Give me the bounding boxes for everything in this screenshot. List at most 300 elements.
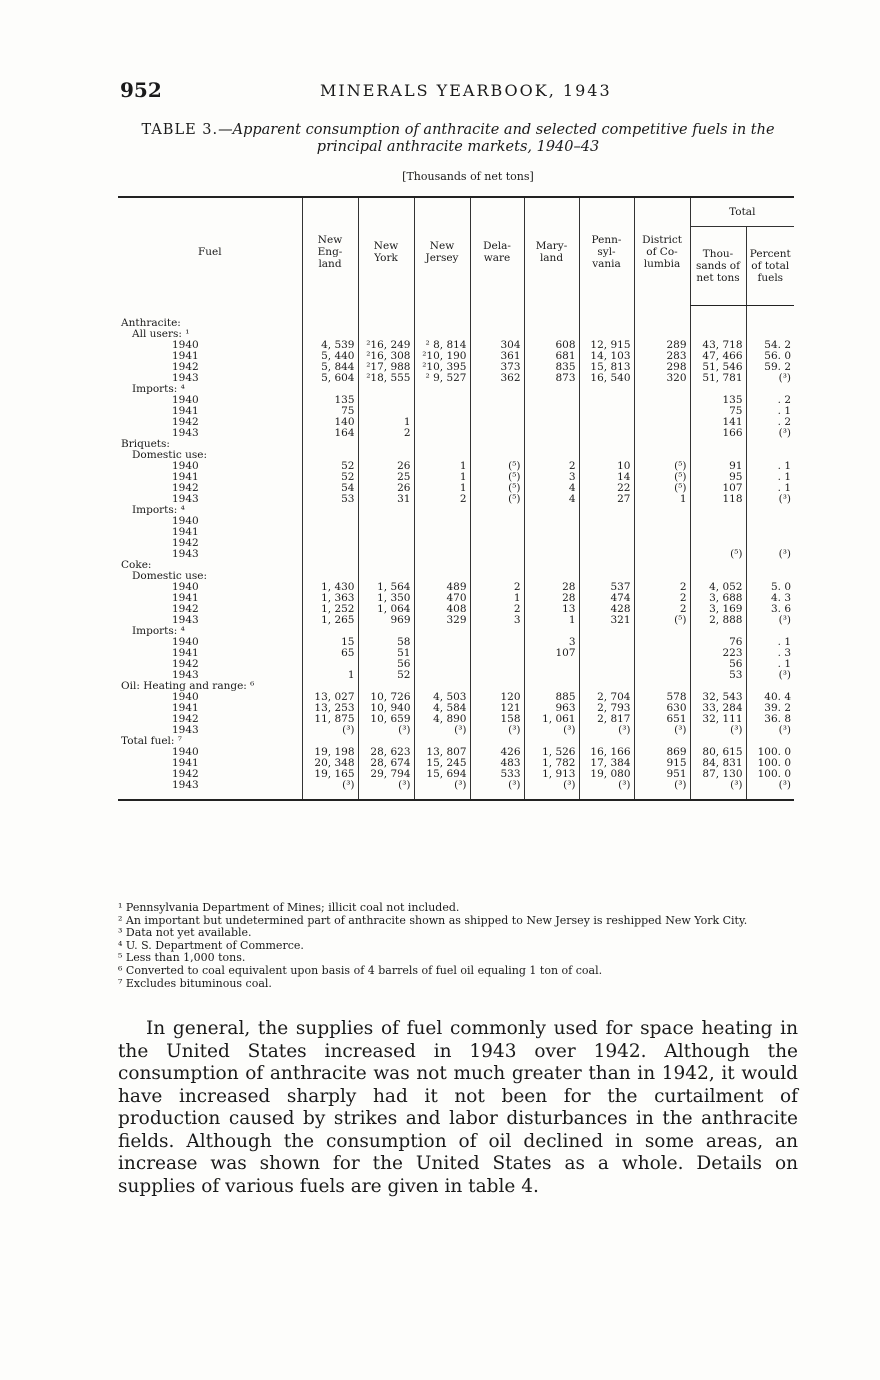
table-cell [690, 450, 746, 461]
table-row [118, 516, 794, 527]
table-cell: (³) [746, 615, 794, 626]
table-cell [690, 681, 746, 692]
row-label: 1940 [172, 461, 199, 472]
table-row [118, 428, 794, 439]
table-cell [524, 681, 579, 692]
table-cell [358, 329, 414, 340]
row-label: 1941 [172, 351, 199, 362]
table-cell [470, 527, 524, 538]
table-cell: (⁵) [470, 483, 524, 494]
running-header [120, 78, 800, 104]
table-row [118, 384, 794, 395]
table-cell: 17, 384 [579, 758, 634, 769]
table-row [118, 692, 794, 703]
table-cell: 13, 253 [302, 703, 358, 714]
table-cell: 1, 265 [302, 615, 358, 626]
table-cell [579, 571, 634, 582]
table-cell: 26 [358, 461, 414, 472]
table-cell: 608 [524, 340, 579, 351]
row-label: 1943 [172, 428, 199, 439]
table-row [118, 769, 794, 780]
table-cell: 5, 844 [302, 362, 358, 373]
table-cell [358, 560, 414, 571]
table-cell [302, 571, 358, 582]
table-cell: (³) [690, 725, 746, 736]
table-cell [634, 538, 690, 549]
row-label: Imports: ⁴ [132, 505, 185, 516]
table-cell: 91 [690, 461, 746, 472]
table-cell [579, 395, 634, 406]
table-cell [414, 306, 470, 330]
table-cell: 39. 2 [746, 703, 794, 714]
table-cell [414, 395, 470, 406]
footnote: ⁵ Less than 1,000 tons. [118, 951, 246, 965]
table-cell: ² 9, 527 [414, 373, 470, 384]
row-label: Total fuel: ⁷ [121, 736, 182, 747]
row-label: Imports: ⁴ [132, 384, 185, 395]
table-cell: 2, 888 [690, 615, 746, 626]
table-cell: 31 [358, 494, 414, 505]
table-cell: 2 [470, 604, 524, 615]
table-units: [Thousands of net tons] [402, 170, 534, 183]
row-label: 1940 [172, 516, 199, 527]
table-cell: 100. 0 [746, 747, 794, 758]
table-cell: 19, 198 [302, 747, 358, 758]
table-cell [634, 670, 690, 681]
table-cell: 3. 6 [746, 604, 794, 615]
table-cell [690, 329, 746, 340]
table-cell [579, 670, 634, 681]
row-label: 1943 [172, 725, 199, 736]
table-cell [524, 428, 579, 439]
table-cell: (³) [579, 725, 634, 736]
table-cell: 474 [579, 593, 634, 604]
table-cell: 14 [579, 472, 634, 483]
row-label: 1943 [172, 494, 199, 505]
row-label: 1941 [172, 758, 199, 769]
table-cell: 14, 103 [579, 351, 634, 362]
table-cell: 12, 915 [579, 340, 634, 351]
table-cell [579, 428, 634, 439]
table-cell: 835 [524, 362, 579, 373]
table-cell [524, 384, 579, 395]
table-cell [690, 571, 746, 582]
table-cell: 4, 890 [414, 714, 470, 725]
table-cell: (³) [634, 725, 690, 736]
table-cell [634, 395, 690, 406]
table-cell: 969 [358, 615, 414, 626]
col-header-new-york: New York [358, 197, 414, 306]
table-cell [414, 736, 470, 747]
row-label: 1941 [172, 593, 199, 604]
table-cell: 1 [634, 494, 690, 505]
body-paragraph: In general, the supplies of fuel commonly used for space heating in the United States increased in 1943 over 1942. Although the consumption of anthracite was not much greater than in 1942, it would have increased sharply had it not been for the curtailment of production caused by strikes and labor disturbances in the anthracite fields. Although the consumption of oil declined in some areas, an increase was shown for the United States as a whole. Details on supplies of various fuels are given in table 4. [118, 1018, 798, 1197]
table-cell: 1 [302, 670, 358, 681]
table-body [118, 306, 794, 801]
table-cell [634, 505, 690, 516]
table-cell: 19, 080 [579, 769, 634, 780]
row-label: 1942 [172, 483, 199, 494]
row-label: Oil: Heating and range: ⁶ [121, 681, 255, 692]
table-row [118, 560, 794, 571]
table-cell [634, 736, 690, 747]
table-cell: 13 [524, 604, 579, 615]
table-cell [579, 527, 634, 538]
table-cell [302, 560, 358, 571]
table-cell [746, 505, 794, 516]
table-cell [470, 450, 524, 461]
table-cell: 2 [634, 593, 690, 604]
table-cell: 1, 061 [524, 714, 579, 725]
table-cell: 2 [634, 582, 690, 593]
table-cell: 58 [358, 637, 414, 648]
table-cell [746, 626, 794, 637]
table-cell [579, 659, 634, 670]
table-cell [690, 538, 746, 549]
table-row [118, 593, 794, 604]
table-cell: 2, 704 [579, 692, 634, 703]
table-cell: 408 [414, 604, 470, 615]
table-cell: 426 [470, 747, 524, 758]
table-cell [302, 681, 358, 692]
table-cell: 15 [302, 637, 358, 648]
table-row [118, 703, 794, 714]
table-cell [470, 505, 524, 516]
table-cell [746, 384, 794, 395]
table-cell: 5, 440 [302, 351, 358, 362]
row-label: Briquets: [121, 439, 170, 450]
table-cell [414, 428, 470, 439]
row-label: 1943 [118, 780, 302, 800]
table-cell [358, 306, 414, 330]
table-cell [579, 306, 634, 330]
table-cell: 11, 875 [302, 714, 358, 725]
table-cell [746, 560, 794, 571]
table-row [118, 340, 794, 351]
table-cell [358, 538, 414, 549]
table-cell [470, 406, 524, 417]
row-label: 1941 [172, 472, 199, 483]
table-cell [579, 538, 634, 549]
table-cell: 121 [470, 703, 524, 714]
table-cell [302, 549, 358, 560]
table-cell: 16, 166 [579, 747, 634, 758]
table-cell: ²17, 988 [358, 362, 414, 373]
table-cell: 107 [524, 648, 579, 659]
row-label: 1941 [172, 703, 199, 714]
table-cell: 4, 584 [414, 703, 470, 714]
table-cell: 2 [524, 461, 579, 472]
table-cell [579, 648, 634, 659]
table-cell: 15, 813 [579, 362, 634, 373]
table-cell: 362 [470, 373, 524, 384]
table-cell [634, 439, 690, 450]
col-header-fuel: Fuel [118, 197, 302, 306]
table-cell [690, 736, 746, 747]
table-cell [634, 417, 690, 428]
table-cell [414, 450, 470, 461]
col-header-new-jersey: New Jersey [414, 197, 470, 306]
table-cell [358, 384, 414, 395]
table-cell: 29, 794 [358, 769, 414, 780]
table-cell [746, 571, 794, 582]
footnote: ⁴ U. S. Department of Commerce. [118, 938, 304, 952]
table-cell [358, 450, 414, 461]
table-cell: 43, 718 [690, 340, 746, 351]
table-row [118, 637, 794, 648]
table-cell: 3, 688 [690, 593, 746, 604]
table-cell [358, 439, 414, 450]
table-cell: 951 [634, 769, 690, 780]
data-table [118, 196, 794, 801]
table-cell: ²10, 190 [414, 351, 470, 362]
row-label: 1940 [172, 747, 199, 758]
table-cell [634, 406, 690, 417]
table-cell [746, 329, 794, 340]
table-cell [579, 417, 634, 428]
table-cell [579, 329, 634, 340]
row-label: 1940 [172, 692, 199, 703]
table-cell: 54 [302, 483, 358, 494]
table-row [118, 494, 794, 505]
table-cell: (⁵) [470, 461, 524, 472]
table-cell: (³) [358, 780, 414, 800]
table-row [118, 780, 794, 800]
table-cell [690, 439, 746, 450]
table-cell [524, 670, 579, 681]
row-label: 1943 [172, 670, 199, 681]
table-cell: 298 [634, 362, 690, 373]
table-cell: 1, 526 [524, 747, 579, 758]
table-cell: 100. 0 [746, 758, 794, 769]
table-cell: (³) [746, 494, 794, 505]
table-cell [470, 637, 524, 648]
table-cell: 2 [470, 582, 524, 593]
table-cell: (³) [579, 780, 634, 800]
table-cell [358, 395, 414, 406]
table-cell: 5. 0 [746, 582, 794, 593]
table-cell [414, 626, 470, 637]
table-cell [524, 659, 579, 670]
col-header-thousands-net-tons: Thou- sands of net tons [690, 227, 746, 306]
table-cell: 95 [690, 472, 746, 483]
table-cell: 428 [579, 604, 634, 615]
table-cell: 54. 2 [746, 340, 794, 351]
table-row [118, 362, 794, 373]
table-cell [470, 306, 524, 330]
table-row [118, 527, 794, 538]
table-cell [634, 384, 690, 395]
row-label: 1942 [172, 769, 199, 780]
page-number: 952 [120, 78, 162, 102]
table-cell: 36. 8 [746, 714, 794, 725]
row-label: 1940 [172, 582, 199, 593]
table-row [118, 604, 794, 615]
row-label: 1940 [172, 395, 199, 406]
row-label: 1942 [172, 659, 199, 670]
table-row [118, 681, 794, 692]
table-cell [302, 538, 358, 549]
table-cell [358, 571, 414, 582]
table-cell [302, 659, 358, 670]
table-cell [634, 527, 690, 538]
footnote: ⁷ Excludes bituminous coal. [118, 976, 272, 990]
table-cell: 4. 3 [746, 593, 794, 604]
table-cell: 87, 130 [690, 769, 746, 780]
table-cell [746, 439, 794, 450]
table-cell: (³) [414, 725, 470, 736]
table-cell [470, 670, 524, 681]
table-cell [524, 439, 579, 450]
table-cell: 1 [470, 593, 524, 604]
table-cell: . 3 [746, 648, 794, 659]
table-cell [524, 329, 579, 340]
table-cell: 1 [358, 417, 414, 428]
table-cell: 10, 940 [358, 703, 414, 714]
table-cell: 2, 793 [579, 703, 634, 714]
table-cell [579, 439, 634, 450]
table-cell [690, 626, 746, 637]
table-cell: (³) [470, 725, 524, 736]
col-header-total: Total [690, 197, 794, 227]
table-row [118, 472, 794, 483]
table-cell: 3 [524, 637, 579, 648]
table-cell: (⁵) [470, 494, 524, 505]
table-cell: 15, 245 [414, 758, 470, 769]
table-cell: 4, 539 [302, 340, 358, 351]
table-cell: 289 [634, 340, 690, 351]
table-cell: 915 [634, 758, 690, 769]
row-label: 1942 [172, 604, 199, 615]
table-cell [358, 681, 414, 692]
table-cell: 578 [634, 692, 690, 703]
table-cell [358, 736, 414, 747]
row-label: 1942 [172, 362, 199, 373]
col-header-delaware: Dela- ware [470, 197, 524, 306]
table-caption [118, 122, 798, 156]
table-row [118, 747, 794, 758]
table-cell [579, 450, 634, 461]
table-cell: (³) [524, 725, 579, 736]
table-row [118, 758, 794, 769]
table-cell [358, 505, 414, 516]
table-cell: 75 [302, 406, 358, 417]
table-cell: (³) [634, 780, 690, 800]
table-cell [690, 560, 746, 571]
row-label: 1941 [172, 648, 199, 659]
table-cell: . 1 [746, 483, 794, 494]
table-cell: 1, 430 [302, 582, 358, 593]
row-label: 1940 [172, 637, 199, 648]
table-cell [634, 637, 690, 648]
table-cell [579, 637, 634, 648]
table-cell: (³) [746, 780, 794, 800]
table-cell [746, 450, 794, 461]
table-row [118, 736, 794, 747]
table-cell [524, 538, 579, 549]
table-cell [470, 571, 524, 582]
table-row [118, 659, 794, 670]
table-cell [414, 505, 470, 516]
table-row [118, 417, 794, 428]
table-row [118, 582, 794, 593]
table-cell: 52 [302, 461, 358, 472]
table-cell [690, 505, 746, 516]
table-cell: . 1 [746, 472, 794, 483]
footnote: ¹ Pennsylvania Department of Mines; illicit coal not included. [118, 901, 460, 914]
table-cell: 3 [524, 472, 579, 483]
table-cell [414, 516, 470, 527]
table-cell: 223 [690, 648, 746, 659]
table-cell: 28 [524, 593, 579, 604]
table-row [118, 329, 794, 340]
table-row [118, 648, 794, 659]
table-cell [414, 406, 470, 417]
table-cell: 47, 466 [690, 351, 746, 362]
table-cell [414, 670, 470, 681]
table-cell: 52 [358, 670, 414, 681]
table-cell [302, 527, 358, 538]
table-cell [470, 329, 524, 340]
table-cell: 1 [414, 472, 470, 483]
table-cell [414, 527, 470, 538]
table-cell [634, 681, 690, 692]
col-header-district-of-columbia: District of Co- lumbia [634, 197, 690, 306]
table-cell: 32, 111 [690, 714, 746, 725]
table-cell: . 2 [746, 395, 794, 406]
table-cell: 76 [690, 637, 746, 648]
table-cell: (³) [470, 780, 524, 800]
table-cell: 19, 165 [302, 769, 358, 780]
table-cell: 3, 169 [690, 604, 746, 615]
table-cell [524, 417, 579, 428]
table-cell: 56. 0 [746, 351, 794, 362]
table-cell [746, 306, 794, 330]
table-cell [579, 505, 634, 516]
table-cell [524, 406, 579, 417]
table-cell: 2 [414, 494, 470, 505]
table-cell [634, 428, 690, 439]
table-row [118, 538, 794, 549]
table-cell: ²10, 395 [414, 362, 470, 373]
row-label: 1943 [172, 549, 199, 560]
table-cell: 15, 694 [414, 769, 470, 780]
table-cell [470, 549, 524, 560]
table-cell: . 1 [746, 461, 794, 472]
table-cell: 164 [302, 428, 358, 439]
table-cell: 4 [524, 483, 579, 494]
table-cell: 53 [690, 670, 746, 681]
table-cell: ²18, 555 [358, 373, 414, 384]
table-cell [634, 450, 690, 461]
footnote: ⁶ Converted to coal equivalent upon basis of 4 barrels of fuel oil equaling 1 ton of coal. [118, 963, 603, 977]
table-cell [358, 527, 414, 538]
table-row [118, 306, 794, 330]
table-cell: 141 [690, 417, 746, 428]
table-cell: 20, 348 [302, 758, 358, 769]
table-cell: 1, 782 [524, 758, 579, 769]
table-cell [579, 736, 634, 747]
table-cell [579, 384, 634, 395]
table-row [118, 505, 794, 516]
table-cell: (³) [746, 549, 794, 560]
table-cell: 40. 4 [746, 692, 794, 703]
table-cell [524, 736, 579, 747]
table-cell: (³) [746, 670, 794, 681]
table-cell [302, 505, 358, 516]
table-cell [302, 439, 358, 450]
row-label: 1943 [172, 615, 199, 626]
